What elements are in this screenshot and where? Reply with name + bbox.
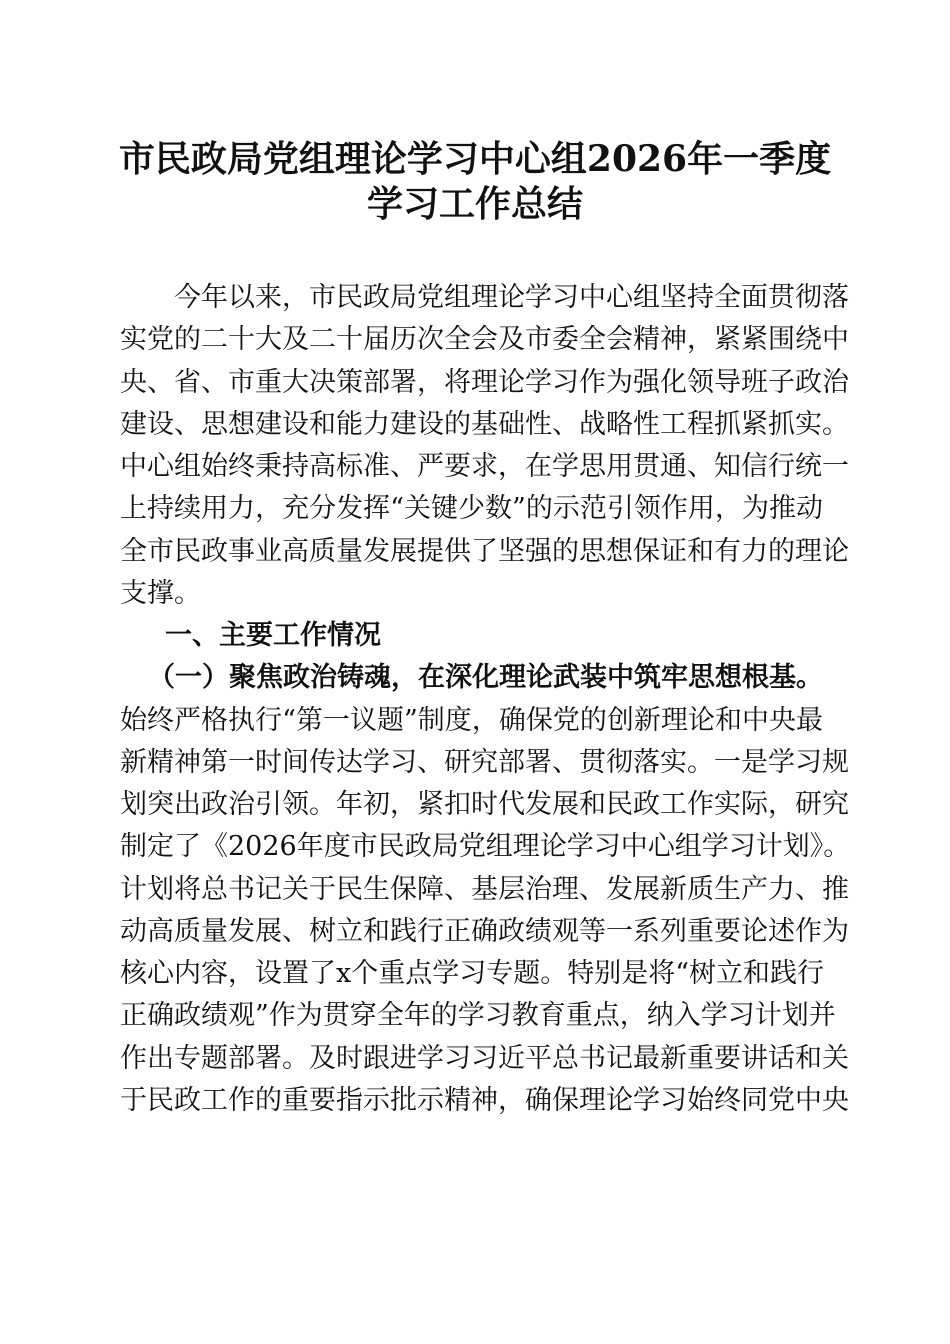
title-line: 学习工作总结	[366, 183, 583, 225]
text-line: 正确政绩观”作为贯穿全年的学习教育重点，纳入学习计划并	[120, 1000, 836, 1032]
text-line: 始终严格执行“第一议题”制度，确保党的创新理论和中央最	[120, 704, 823, 736]
text-line: 建设、思想建设和能力建设的基础性、战略性工程抓紧抓实。	[120, 408, 849, 440]
text-line: 支撑。	[120, 577, 201, 609]
text-line: 计划将总书记关于民生保障、基层治理、发展新质生产力、推	[120, 873, 849, 905]
subsection-heading: （一）聚焦政治铸魂，在深化理论武装中筑牢思想根基。	[148, 662, 823, 694]
text-line: 划突出政治引领。年初，紧扣时代发展和民政工作实际，研究	[120, 789, 849, 820]
document-body	[120, 277, 851, 1122]
text-line: 新精神第一时间传达学习、研究部署、贯彻落实。一是学习规	[120, 746, 849, 778]
title-line: 市民政局党组理论学习中心组2026年一季度	[118, 138, 832, 180]
text-line: 实党的二十大及二十届历次全会及市委全会精神，紧紧围绕中	[120, 324, 849, 356]
text-line: 中心组始终秉持高标准、严要求，在学思用贯通、知信行统一	[120, 451, 849, 482]
text-line: 制定了《2026年度市民政局党组理论学习中心组学习计划》。	[120, 831, 851, 863]
text-line: 央、省、市重大决策部署，将理论学习作为强化领导班子政治	[120, 366, 849, 398]
document-title	[0, 137, 950, 227]
section-heading: 一、主要工作情况	[165, 620, 381, 651]
text-line: 全市民政事业高质量发展提供了坚强的思想保证和有力的理论	[120, 535, 849, 567]
intro-paragraph	[120, 277, 849, 615]
text-line: 今年以来，市民政局党组理论学习中心组坚持全面贯彻落	[174, 282, 849, 313]
text-line: 上持续用力，充分发挥“关键少数”的示范引领作用，为推动	[120, 493, 823, 525]
text-line: 动高质量发展、树立和践行正确政绩观等一系列重要论述作为	[120, 915, 849, 947]
text-line: 作出专题部署。及时跟进学习习近平总书记最新重要讲话和关	[120, 1042, 849, 1074]
body-paragraph	[120, 700, 851, 1123]
text-line: 于民政工作的重要指示批示精神，确保理论学习始终同党中央	[120, 1084, 849, 1116]
text-line: 核心内容，设置了x个重点学习专题。特别是将“树立和践行	[120, 958, 825, 989]
